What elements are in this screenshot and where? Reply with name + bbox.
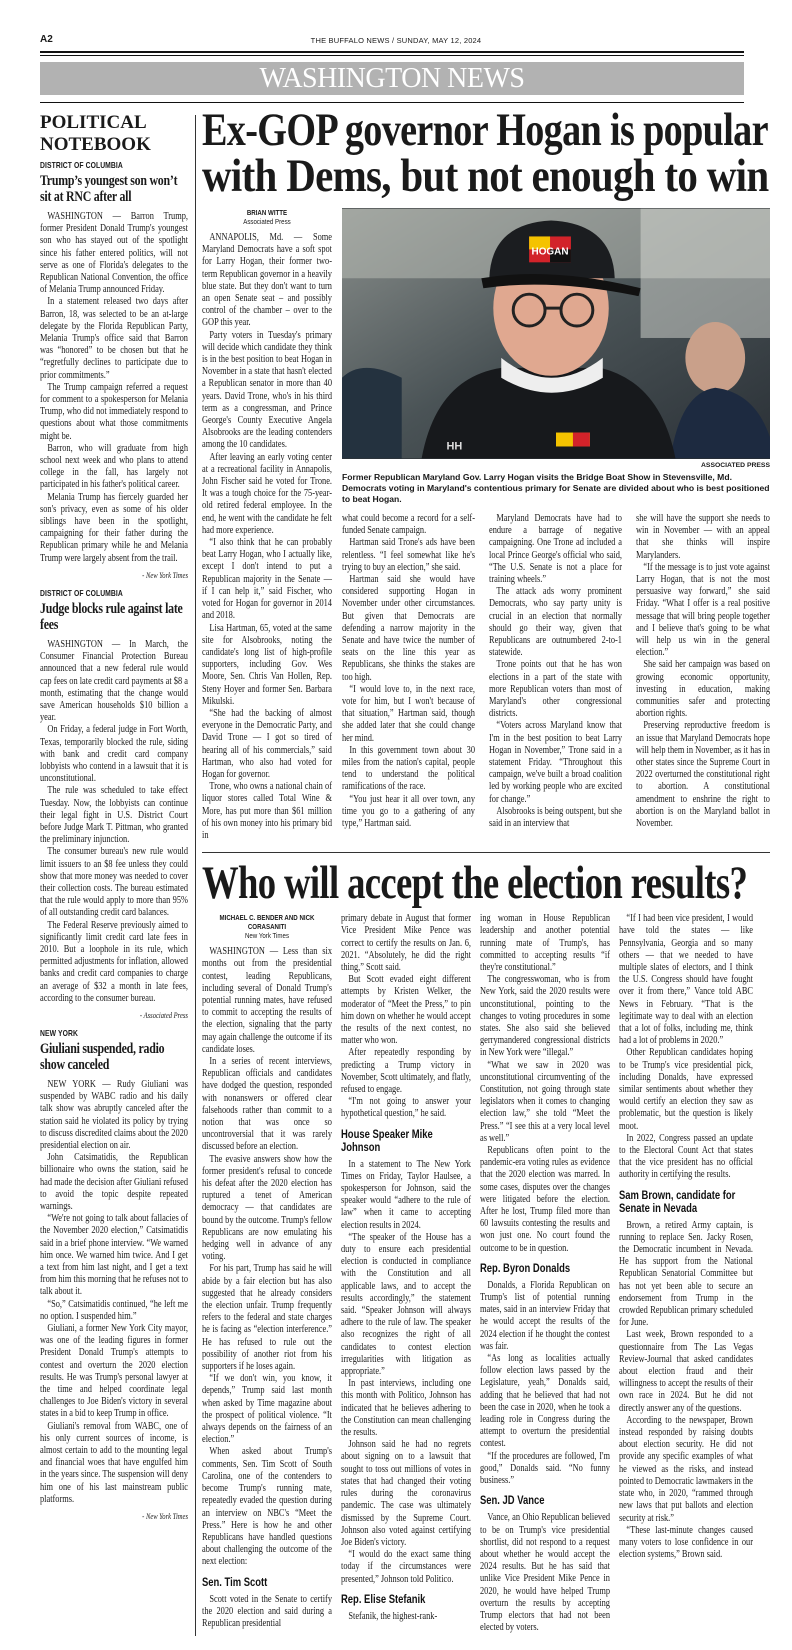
byline-name: MICHAEL C. BENDER AND NICK CORASANITI bbox=[219, 913, 315, 932]
double-rule bbox=[40, 51, 744, 56]
paragraph: Melania Trump has fiercely guarded her son's privacy, even as some of his older siblings have been in the spotlight, campaigning for their father during the Republican primary while he and Melania Trump were largely absent from the trail. bbox=[40, 491, 188, 564]
rule bbox=[40, 102, 744, 103]
paragraph: But Scott evaded eight different attempts by Kristen Welker, the moderator of “Meet the Press,” to pin him down on whether he would accept the results of the next contest, no matter who won. bbox=[341, 974, 471, 1047]
paragraph: WASHINGTON — Barron Trump, former President Donald Trump's youngest son who has stayed out of the spotlight since his father entered politics, will not serve as one of Florida's delegates to the Republican National Convention, the office of Melania Trump announced Friday. bbox=[40, 211, 188, 296]
notebook-stories bbox=[40, 160, 188, 1521]
election-column-4-paragraphs bbox=[619, 913, 753, 1561]
paragraph: Giuliani, a former New York City mayor, was one of the leading figures in former President Donald Trump's attempts to contest and overturn the 2020 election results. He was Trump's personal lawyer at the time and helped coordinate legal challenges to Joe Biden's victory in several states in a bid to keep Trump in office. bbox=[40, 1323, 188, 1420]
election-column-4 bbox=[619, 913, 753, 1561]
paragraph: After leaving an early voting center at a recreational facility in Annapolis, John Fischer said he voted for Trone. It was a tough choice for the 75-year-old retired federal employee. In the end, he went with the candidate he felt had more experience. bbox=[202, 451, 332, 536]
paragraph: Republicans often point to the pandemic-era voting rules as evidence that the 2020 election was marred. In some cases, disputes over the changes were litigated before the election. After he lost, Trump filed more than 60 lawsuits contesting the results and won just one. No court found the outcome to be in question. bbox=[480, 1145, 610, 1254]
headline-election: Who will accept the election results? bbox=[202, 857, 748, 910]
jacket-brand-text: HH bbox=[446, 440, 463, 453]
paragraph: “You just hear it all over town, any time you go to a gathering of any type,” Hartman said. bbox=[342, 793, 475, 830]
paragraph: “If I had been vice president, I would have told the states — like Pennsylvania, Georgia and so many others — that we needed to have multiple slates of electors, and I think the U.S. Congress should have fought over it from there,” Vance told ABC News in February. “That is the legitimate way to deal with an election that a lot of folks, including me, think had a lot of problems in 2020.” bbox=[619, 913, 753, 1047]
paragraph: Trone points out that he has won elections in a part of the state with more Republican voters than most of Maryland's other congressional districts. bbox=[489, 659, 622, 720]
hogan-column-1-paragraphs bbox=[202, 232, 332, 842]
notebook-story bbox=[40, 588, 188, 1020]
paragraph: Brown, a retired Army captain, is running to replace Sen. Jacky Rosen, the Democratic incumbent in Nevada. He has support from the National Republican Senatorial Committee but has not yet been able to secure an endorsement from Trump in the crowded Republican primary scheduled for June. bbox=[619, 1219, 753, 1329]
paragraph: Barron, who will graduate from high school next week and who plans to attend college in the fall, has largely not participated in his father's political career. bbox=[40, 442, 188, 491]
hogan-photo bbox=[342, 208, 770, 459]
paragraph: “I also think that he can probably beat Larry Hogan, who I actually like, except I don't intend to put a Republican majority in the Senate — if I can help it,” said Fischer, who voted for Hogan for governor in 2014 and 2018. bbox=[202, 537, 332, 622]
headline-hogan-line2: with Dems, but not enough to win bbox=[202, 150, 769, 202]
paragraph: After repeatedly responding by predicting a Trump victory in November, Scott ultimately, and flatly, refused to engage. bbox=[341, 1047, 471, 1095]
paragraph: Lisa Hartman, 65, voted at the same site for Alsobrooks, noting the candidate's long list of high-profile supporters, including Gov. Wes Moore, Sen. Chris Van Hollen, Rep. Steny Hoyer and former Sen. Barbara Mikulski. bbox=[202, 622, 332, 707]
paragraph: In past interviews, including one this month with Politico, Johnson has indicated that he believes adhering to the Constitution can mean challenging the results. bbox=[341, 1378, 471, 1439]
story-headline: Giuliani suspended, radio show canceled bbox=[40, 1040, 165, 1073]
subhead: Sen. JD Vance bbox=[480, 1495, 545, 1508]
paragraph: In this government town about 30 miles from the nation's capital, people tend to understand the political ramifications of the race. bbox=[342, 744, 475, 793]
subhead: House Speaker Mike Johnson bbox=[341, 1128, 433, 1154]
paragraph: ing woman in House Republican leadership and another potential running mate of Trump's, has committed to accepting results “if they're constitutional.” bbox=[480, 913, 610, 973]
dateline: THE BUFFALO NEWS / SUNDAY, MAY 12, 2024 bbox=[310, 36, 482, 45]
article-divider bbox=[202, 852, 770, 853]
paragraph: In a statement to The New York Times on Friday, Taylor Haulsee, a spokesperson for Johnson, said the speaker would “adhere to the rule of law” when it came to accepting election results in 2024. bbox=[341, 1158, 471, 1231]
paragraph: WASHINGTON — Less than six months out from the presidential contest, leading Republicans, including several of Donald Trump's potential running mates, have refused to commit to accepting the results of the election, signaling that the party may again challenge the outcome if its candidate loses. bbox=[202, 946, 332, 1055]
cap-logo-text: HOGAN bbox=[531, 246, 569, 258]
paragraph: Donalds, a Florida Republican on Trump's list of potential running mates, said in an interview Friday that he would accept the results of the 2024 election if he thought the contest was fair. bbox=[480, 1279, 610, 1352]
paragraph: Trone, who owns a national chain of liquor stores called Total Wine & More, has put more than $61 million of his own money into his primary bid in bbox=[202, 781, 332, 841]
paragraph: “If the message is to just vote against Larry Hogan, that is not the most persuasive way forward,” she said Friday. “What I offer is a real positive message that will bring people together and I believe that's going to be what will help us win in the general election.” bbox=[636, 561, 770, 659]
paragraph: WASHINGTON — In March, the Consumer Financial Protection Bureau announced that a new federal rule would cap fees on late credit card payments at $8 a month, estimating that the change would save American households $10 billion a year. bbox=[40, 638, 188, 724]
election-column-1 bbox=[202, 913, 332, 1630]
main-articles bbox=[202, 104, 770, 1634]
subhead: Sen. Tim Scott bbox=[202, 1576, 268, 1589]
paragraph: In 2022, Congress passed an update to the Electoral Count Act that states that the vice president has no official authority in certifying the results. bbox=[619, 1132, 753, 1181]
notebook-title: POLITICAL NOTEBOOK bbox=[40, 112, 151, 155]
headline-hogan-row2 bbox=[202, 150, 770, 202]
paragraph: “These last-minute changes caused many voters to lose confidence in our election systems,” Brown said. bbox=[619, 1524, 753, 1561]
paragraph: primary debate in August that former Vice President Mike Pence was correct to certify the results on Jan. 6, 2021. “Absolutely, he did the right thing,” Scott said. bbox=[341, 913, 471, 973]
hogan-column-3-paragraphs bbox=[489, 513, 622, 830]
paragraph: “I would love to, in the next race, vote for him, but I won't because of that situation,” Hartman said, though she added later that she could change her mind. bbox=[342, 683, 475, 744]
headline-hogan-row1 bbox=[202, 104, 770, 156]
hogan-column-2 bbox=[342, 513, 475, 830]
paragraph: The evasive answers show how the former president's refusal to concede his defeat after the 2020 election has ruptured a tenet of American democracy — that candidates are bound by the outcome. Trump's fellow Republicans are now emulating his hedging well in advance of any voting. bbox=[202, 1153, 332, 1263]
subhead: Rep. Elise Stefanik bbox=[341, 1593, 426, 1606]
headline-hogan-line1: Ex-GOP governor Hogan is popular bbox=[202, 104, 768, 156]
paragraph: Hartman said she would have considered supporting Hogan in November under other circumstances. But given that Democrats are defending a narrow majority in the Senate and have twice the number of seats on the line this year as Republicans, she thinks the stakes are too high. bbox=[342, 574, 475, 683]
paragraph: The attack ads worry prominent Democrats, who say party unity is crucial in an election that normally should go their way, given that Republicans are outnumbered 2-to-1 statewide. bbox=[489, 586, 622, 659]
page-number: A2 bbox=[40, 34, 53, 45]
paragraph: Stefanik, the highest-rank- bbox=[348, 1610, 438, 1622]
paragraph: The Federal Reserve previously aimed to significantly limit credit card late fees in 2010. But a loophole in its rule, which permitted adjustments for inflation, allowed banks and credit card companies to charge an average of $32 a month in late fees, according to the consumer bureau. bbox=[40, 919, 188, 1004]
hogan-right bbox=[342, 208, 770, 830]
paragraph: Maryland Democrats have had to endure a barrage of negative campaigning. One Trone ad included a local Prince George's official who said, “The U.S. Senate is not a place for training wheels.” bbox=[489, 513, 622, 586]
election-column-3-paragraphs bbox=[480, 913, 610, 1634]
election-column-1-text bbox=[202, 913, 332, 1630]
hogan-column-2-paragraphs bbox=[342, 513, 475, 830]
paragraph: When asked about Trump's comments, Sen. Tim Scott of South Carolina, one of the contenders to become Trump's running mate, repeatedly evaded the question during an interview on NBC's “Meet the Press.” Here is how he and other Republicans have handled questions about challenging the outcome of the next election: bbox=[202, 1446, 332, 1568]
election-column-2 bbox=[341, 913, 471, 1623]
hogan-lower-columns bbox=[342, 513, 770, 830]
hogan-byline bbox=[202, 208, 332, 226]
election-column-3 bbox=[480, 913, 610, 1634]
paragraph: Hartman said Trone's ads have been relentless. “I feel somewhat like he's trying to buy an election,” she said. bbox=[342, 537, 475, 573]
section-banner: WASHINGTON NEWS bbox=[40, 62, 744, 95]
notebook-story bbox=[40, 1028, 188, 1521]
story-headline: Judge blocks rule against late fees bbox=[40, 600, 183, 633]
byline-org: Associated Press bbox=[243, 217, 291, 226]
paragraph: On Friday, a federal judge in Fort Worth, Texas, temporarily blocked the rule, siding with bank and credit card company lobbyists who contend in a lawsuit that it is unconstitutional. bbox=[40, 724, 188, 785]
story-kicker: DISTRICT OF COLUMBIA bbox=[40, 160, 123, 170]
story-kicker: NEW YORK bbox=[40, 1027, 78, 1038]
subhead: Rep. Byron Donalds bbox=[480, 1262, 571, 1275]
paragraph: ANNAPOLIS, Md. — Some Maryland Democrats have a soft spot for Larry Hogan, their former two-term Republican governor in a heavily blue state. But they don't want to turn an open Senate seat – and possibly control of the chamber – over to the GOP this year. bbox=[202, 232, 332, 329]
paragraph: The rule was scheduled to take effect Tuesday. Now, the lobbyists can continue their legal fight in U.S. District Court before Judge Mark T. Pittman, who granted the preliminary injunction. bbox=[40, 785, 188, 846]
story-kicker: DISTRICT OF COLUMBIA bbox=[40, 587, 123, 598]
paragraph: Party voters in Tuesday's primary will decide which candidate they think is in the best position to beat Hogan in November in a state that hasn't elected a Republican senator in more than 40 years. David Trone, who's in his third term as a congressman, and Prince George's County Executive Angela Alsobrooks are the leading contenders among the 10 candidates. bbox=[202, 329, 332, 451]
paragraph: “If we don't win, you know, it depends,” Trump said last month when asked by Time magazine about the prospect of political violence. “It always depends on the fairness of an election.” bbox=[202, 1373, 332, 1446]
byline-name: BRIAN WITTE bbox=[246, 208, 288, 217]
paragraph: The congresswoman, who is from New York, said the 2020 results were unconstitutional, pointing to the changes to voting procedures in some states. She also said she believed gerrymandered congressional districts in New York were “illegal.” bbox=[480, 974, 610, 1059]
election-column-1-paragraphs bbox=[202, 946, 332, 1630]
paragraph: According to the newspaper, Brown instead responded by raising doubts about election security. He did not provide any specific examples of what he viewed as the risks, and instead pointed to Democratic lawmakers in the state who, in 2020, “rammed through new laws that put ballots and election security at risk.” bbox=[619, 1414, 753, 1524]
paragraph: Scott voted in the Senate to certify the 2020 election and said during a Republican presidential bbox=[202, 1593, 332, 1629]
hogan-column-3 bbox=[489, 513, 622, 830]
paragraph: Alsobrooks is being outspent, but she said in an interview that bbox=[489, 805, 622, 830]
paragraph: Other Republican candidates hoping to be Trump's vice presidential pick, including Donalds, have expressed similar sentiments about whether they would certify an election they saw as problematic, but the question is likely moot. bbox=[619, 1047, 753, 1132]
paragraph: “She had the backing of almost everyone in the Democratic Party, and David Trone — I got so tired of hearing all of his commercials,” said Hartman, who also had voted for Hogan for governor. bbox=[202, 707, 332, 780]
paragraph: The consumer bureau's new rule would limit issuers to an $8 fee unless they could show that more money was needed to cover their collection costs. The bureau estimated that the rule would apply to more than 95% of all outstanding credit card balances. bbox=[40, 846, 188, 919]
hogan-column-1-text bbox=[202, 208, 332, 842]
paragraph: In a series of recent interviews, Republican officials and candidates have dodged the question, responded with nonanswers or offered clear falsehoods rather than commit to a notion that was once so uncontroversial that it was rarely discussed before an election. bbox=[202, 1055, 332, 1153]
paragraph: “We're not going to talk about fallacies of the November 2020 election,” Catsimatidis said in a brief phone interview. “We warned him once. We warned him twice. And I get a text from him last night, and I get a text from him this morning that he refuses not to talk about it. bbox=[40, 1213, 188, 1298]
paragraph: “The speaker of the House has a duty to ensure each presidential election is conducted in compliance with the Constitution and all applicable laws, and to accept the results accordingly,” the statement said. “Speaker Johnson will always adhere to the rule of law. The speaker also recognizes the right of all candidates to contest election irregularities with litigation as appropriate.” bbox=[341, 1231, 471, 1378]
paragraph: She said her campaign was based on growing economic opportunity, investing in education, making communities safer and protecting abortion rights. bbox=[636, 659, 770, 720]
hogan-body bbox=[202, 208, 770, 842]
paragraph: Giuliani's removal from WABC, one of his only current sources of income, is almost certain to add to the mounting legal and financial woes that have engulfed him in the years since. The suspension will deny him one of his last mainstream public platforms. bbox=[40, 1420, 188, 1505]
paragraph: NEW YORK — Rudy Giuliani was suspended by WABC radio and his daily talk show was abruptly canceled after the station said he violated its policy by trying to discuss discredited claims about the 2020 presidential election on air. bbox=[40, 1078, 188, 1151]
paragraph: The Trump campaign referred a request for comment to a spokesperson for Melania Trump, who did not immediately respond to questions about what those commitments might be. bbox=[40, 381, 188, 442]
paragraph: In a statement released two days after Barron, 18, was selected to be an at-large delegate by the Florida Republican Party, Melania Trump's office said that Barron was “honored” to be chosen but that he “regretfully declines to participate due to prior commitments.” bbox=[40, 296, 188, 381]
paragraph: “I'm not going to answer your hypothetical question,” he said. bbox=[341, 1096, 471, 1120]
political-notebook bbox=[40, 112, 188, 1529]
paragraph: she will have the support she needs to win in November — with an appeal that she thinks will inspire Marylanders. bbox=[636, 513, 770, 561]
paragraph: Johnson said he had no regrets about signing on to a lawsuit that sought to toss out millions of votes in states that had changed their voting rules during the coronavirus pandemic. The case was ultimately dismissed by the Supreme Court. Johnson also voted against certifying Joe Biden's victory. bbox=[341, 1439, 471, 1548]
election-byline bbox=[202, 913, 332, 940]
paragraph: Vance, an Ohio Republican believed to be on Trump's vice presidential shortlist, did not respond to a request about whether he would accept the 2024 results. But he has said that unlike Vice President Mike Pence in 2020, he would have helped Trump overturn the results by accepting Trump electors that had not been elected by voters. bbox=[480, 1512, 610, 1634]
paragraph: “As long as localities actually follow election laws passed by the Legislature, yeah,” Donalds said, adding that he believed that had not been the case in 2020, when he took a leading role in Congress during the attempt to overturn the presidential contest. bbox=[480, 1353, 610, 1450]
story-credit: - Associated Press bbox=[139, 1010, 188, 1020]
column-divider bbox=[195, 115, 196, 1636]
paragraph: “What we saw in 2020 was unconstitutional circumventing of the Constitution, not going through state legislators when it comes to changing election law,” she told “Meet the Press.” “I see this at a very local level as well.” bbox=[480, 1059, 610, 1144]
notebook-story bbox=[40, 160, 188, 580]
paragraph: what could become a record for a self-funded Senate campaign. bbox=[342, 513, 475, 537]
paragraph: Last week, Brown responded to a questionnaire from The Las Vegas Review-Journal that asked candidates about election fraud and their willingness to accept the results of their own race in 2024. But he did not directly answer any of the questions. bbox=[619, 1329, 753, 1414]
story-credit: - New York Times bbox=[142, 570, 188, 580]
paragraph: John Catsimatidis, the Republican billionaire who owns the station, said he had made the decision after Giuliani refused to avoid the topic despite repeated warnings. bbox=[40, 1152, 188, 1213]
photo-credit: ASSOCIATED PRESS bbox=[701, 462, 770, 469]
paragraph: “So,” Catsimatidis continued, “he left me no option. I suspended him.” bbox=[40, 1298, 188, 1322]
subhead: Sam Brown, candidate for Senate in Nevada bbox=[619, 1189, 736, 1215]
election-column-2-paragraphs bbox=[341, 913, 471, 1623]
story-headline: Trump’s youngest son won’t sit at RNC after all bbox=[40, 173, 178, 205]
hogan-column-4-paragraphs bbox=[636, 513, 770, 830]
hogan-column-4 bbox=[636, 513, 770, 830]
story-credit: - New York Times bbox=[142, 1512, 188, 1522]
byline-org: New York Times bbox=[244, 931, 290, 941]
paragraph: For his part, Trump has said he will abide by a fair election but has also suggested that he already considers the election unfair. Trump frequently refers to the federal and state charges he is facing as “election interference.” He has refused to rule out the possibility of another riot from his supporters if he loses again. bbox=[202, 1263, 332, 1373]
paragraph: “Voters across Maryland know that I'm in the best position to beat Larry Hogan in November,” Trone said in a statement Friday. “Throughout this campaign, we've built a broad coalition led by working people who are excited for change.” bbox=[489, 720, 622, 805]
photo-caption: Former Republican Maryland Gov. Larry Hogan visits the Bridge Boat Show in Stevensville, Md. Democrats voting in Maryland's contentious primary for Senate are divided about who is best positioned to beat Hogan. bbox=[342, 472, 770, 504]
headline-election-row bbox=[202, 857, 770, 913]
election-body bbox=[202, 913, 770, 1634]
paragraph: “If the procedures are followed, I'm good,” Donalds said. “No funny business.” bbox=[480, 1450, 610, 1487]
paragraph: “I would do the exact same thing today if the circumstances were presented,” Johnson told Politico. bbox=[341, 1549, 471, 1585]
hogan-column-1 bbox=[202, 208, 332, 842]
paragraph: Preserving reproductive freedom is an issue that Maryland Democrats hope will help them in November, as it has in other states since the Supreme Court in 2022 overturned the constitutional right to abortion. A constitutional amendment to enshrine the right to abortion is on the Maryland ballot in November. bbox=[636, 720, 770, 830]
